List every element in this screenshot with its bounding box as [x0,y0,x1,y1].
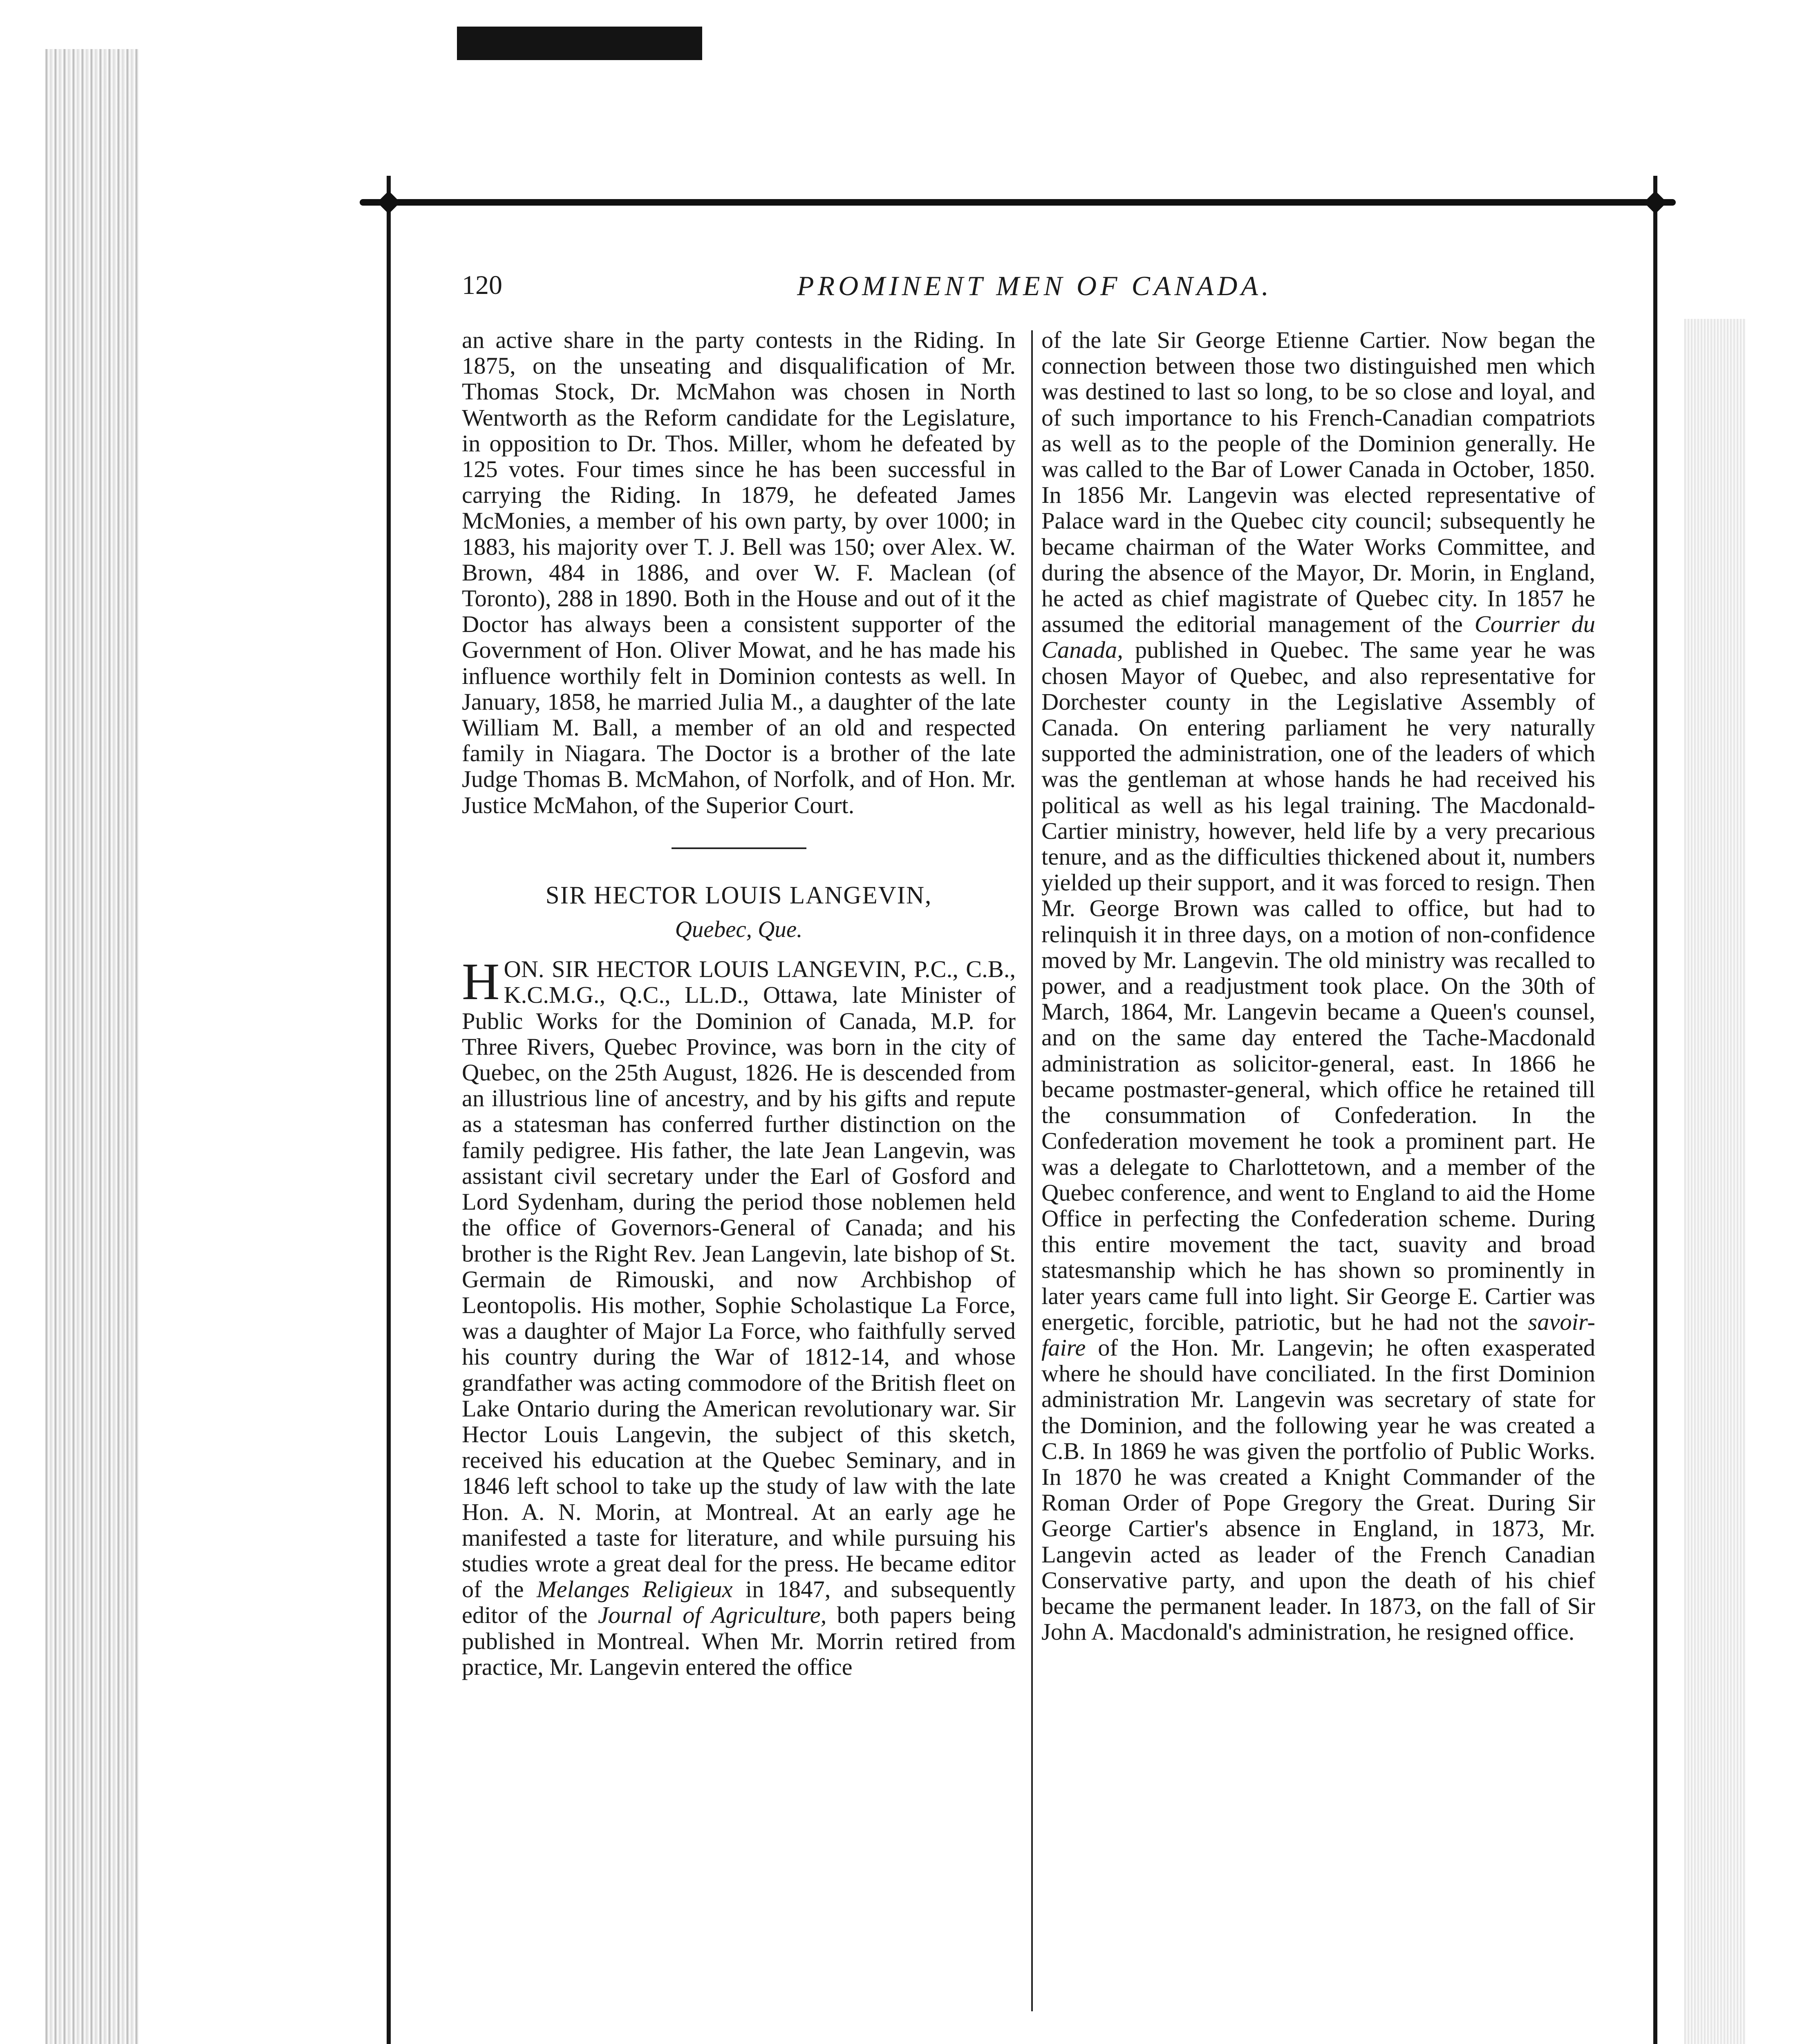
right-text-1: of the late Sir George Etienne Cartier. Now began the connection between those two distinguished men which was destined to last so long, to be so close and loyal, and of such importance to his French-Canadian compatriots as well as to the people of the Dominion generally. He was called to the Bar of Lower Canada in October, 1850. In 1856 Mr. Langevin was elected representative of Palace ward in the Quebec city council; subsequently he became chairman of the Water Works Committee, and during the absence of the Mayor, Dr. Morin, in England, he acted as chief magistrate of Quebec city. In 1857 he assumed the editorial management of the [1041,327,1595,638]
page-number: 120 [462,270,502,300]
right-column [1041,327,1595,2015]
frame-ornament-top-right [1644,191,1667,214]
langevin-text-1: ON. SIR HECTOR LOUIS LANGEVIN, P.C., C.B., K.C.M.G., Q.C., LL.D., Ottawa, late Minister of Public Works for the Dominion of Canada, M.P. for Three Rivers, Quebec Province, was born in the city of Quebec, on the 25th August, 1826. He is descended from an illustrious line of ancestry, and by his gifts and repute as a statesman has conferred further distinction on the family pedigree. His father, the late Jean Langevin, was assistant civil secretary under the Earl of Gosford and Lord Sydenham, during the period those noblemen held the office of Governors-General of Canada; and his brother is the Right Rev. Jean Langevin, late bishop of St. Germain de Rimouski, and now Archbishop of Leontopolis. His mother, Sophie Scholastique La Force, was a daughter of Major La Force, who faithfully served his country during the War of 1812-14, and whose grandfather was acting commodore of the British fleet on Lake Ontario during the American revolutionary war. Sir Hector Louis Langevin, the subject of this sketch, received his education at the Quebec Seminary, and in 1846 left school to take up the study of law with the late Hon. A. N. Morin, at Montreal. At an early age he manifested a taste for literature, and while pursuing his studies wrote a great deal for the press. He became editor of the [462,956,1016,1603]
column-divider [1031,330,1033,2011]
scan-edge-right [1684,319,1745,2044]
mcmahon-paragraph: an active share in the party contests in the Riding. In 1875, on the unseating and disqualification of Mr. Thomas Stock, Dr. McMahon was chosen in North Wentworth as the Reform candidate for the Legislature, in opposition to Dr. Thos. Miller, whom he defeated by 125 votes. Four times since he has been successful in carrying the Riding. In 1879, he defeated James McMonies, a member of his own party, by over 1000; in 1883, his majority over T. J. Bell was 150; over Alex. W. Brown, 484 in 1886, and over W. F. Maclean (of Toronto), 288 in 1890. Both in the House and out of it the Doctor has always been a consistent supporter of the Government of Hon. Oliver Mowat, and he has made his influence worthily felt in Dominion contests as well. In January, 1858, he married Julia M., a daughter of the late William M. Ball, a member of an old and respected family in Niagara. The Doctor is a brother of the late Judge Thomas B. McMahon, of Norfolk, and of Hon. Mr. Justice McMahon, of the Superior Court. [462,327,1016,818]
drop-cap: H [462,953,500,1011]
frame-left-rule [387,176,391,2044]
scan-edge-left [45,49,139,2044]
courrier-title: Courrier du Canada, [1041,611,1595,663]
langevin-text-3: both papers being published in Montreal. When Mr. Morrin retired from practice, Mr. Langevin entered the office [462,1602,1016,1680]
right-text-3: of the Hon. Mr. Langevin; he often exasperated where he should have conciliated. In the first Dominion administration Mr. Langevin was secretary of state for the Dominion, and the following year he was created a C.B. In 1869 he was given the portfolio of Public Works. In 1870 he was created a Knight Commander of the Roman Order of Pope Gregory the Great. During Sir George Cartier's absence in England, in 1873, Mr. Langevin acted as leader of the French Canadian Conservative party, and upon the death of his chief became the permanent leader. In 1873, on the fall of Sir John A. Macdonald's administration, he resigned office. [1041,1334,1595,1645]
cartier-paragraph [1041,327,1595,1645]
running-title: PROMINENT MEN OF CANADA. [797,270,1272,301]
section-place: Quebec, Que. [675,917,803,943]
page-header [462,270,1688,315]
melanges-title: Melanges Religieux [536,1576,733,1603]
redaction-bar [457,27,702,60]
left-column [462,327,1016,2015]
frame-top-rule [360,199,1676,206]
right-text-2: published in Quebec. The same year he was chosen Mayor of Quebec, and also representative for Dorchester county in the Legislative Assembly of Canada. On entering parliament he very naturally supported the administration, one of the leaders of which was the gentleman at whose hands he had received his political as well as his legal training. The Macdonald-Cartier ministry, however, held life by a very precarious tenure, and as the difficulties thickened about it, numbers yielded up their support, and it was forced to resign. Then Mr. George Brown was called to office, but had to relinquish it in three days, on a motion of non-confidence moved by Mr. Langevin. The old ministry was recalled to power, and a readjustment took place. On the 30th of March, 1864, Mr. Langevin became a Queen's counsel, and on the same day entered the Tache-Macdonald administration as solicitor-general, east. In 1866 he became postmaster-general, which office he retained till the consummation of Confederation. In the Confederation movement he took a prominent part. He was a delegate to Charlottetown, and a member of the Quebec conference, and went to England to aid the Home Office in perfecting the Confederation scheme. During this entire movement the tact, suavity and broad statesmanship which he has shown so prominently in later years came full into light. Sir George E. Cartier was energetic, forcible, patriotic, but he had not the [1041,637,1595,1335]
section-divider [672,847,806,849]
frame-ornament-top-left [377,191,401,214]
langevin-paragraph [462,953,1016,1680]
journal-title: Journal of Agriculture, [598,1602,827,1629]
savoir-faire: savoir-faire [1041,1308,1595,1361]
langevin-text-2: in 1847, and subsequently editor of the [462,1576,1016,1629]
section-title: SIR HECTOR LOUIS LANGEVIN, [545,881,932,909]
frame-right-rule [1653,176,1657,2044]
